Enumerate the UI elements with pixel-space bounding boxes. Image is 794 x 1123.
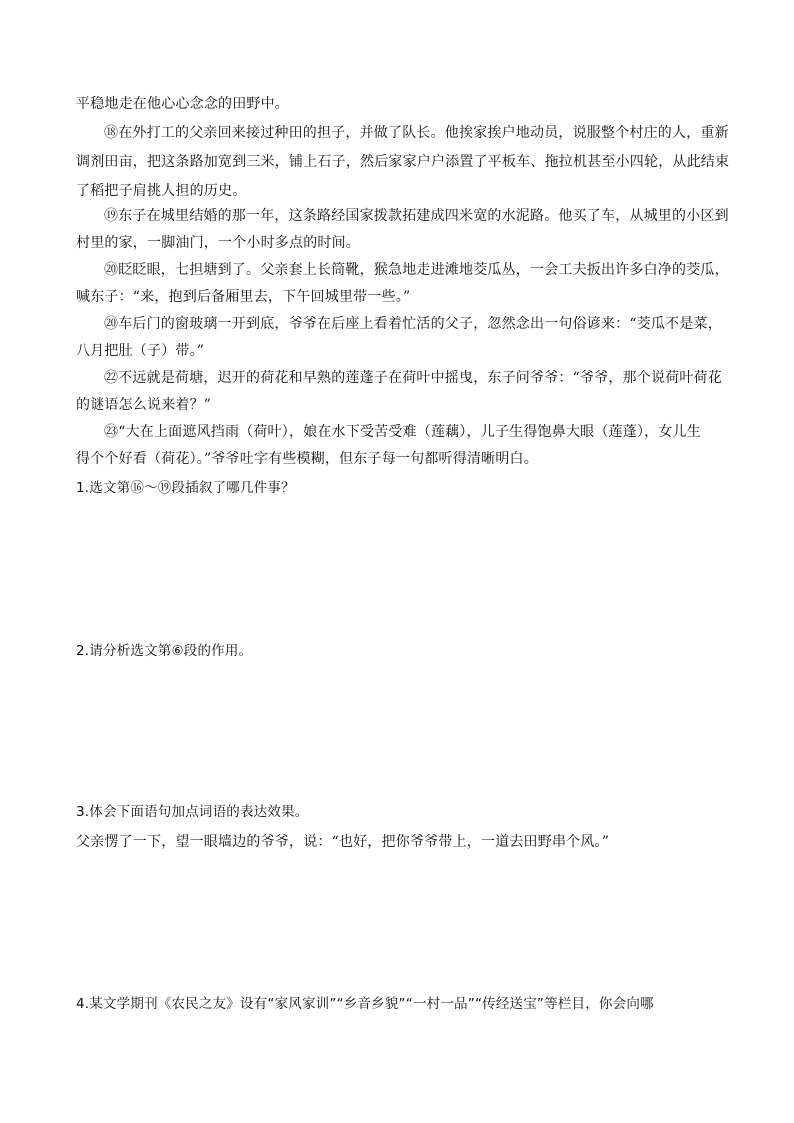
paragraph-18-line: 调剂田亩，把这条路加宽到三米，铺上石子，然后家家户户添置了平板车、拖拉机甚至小四轮，从此结束 [76, 154, 730, 170]
question-4: 4.某文学期刊《农民之友》设有“家风家训”“乡音乡貌”“一村一品”“传经送宝”等栏目，你会向哪 [76, 996, 654, 1012]
answer-space-1 [76, 500, 722, 638]
paragraph-21-line: ⑳车后门的窗玻璃一开到底，爷爷在后座上看着忙活的父子，忽然念出一句俗谚来：“茭瓜不是菜， [104, 316, 722, 332]
paragraph-18-line: 了稻把子肩挑人担的历史。 [76, 183, 247, 199]
document-page [76, 0, 730, 1123]
paragraph-19-line: ⑲东子在城里结婚的那一年，这条路经国家拨款拓建成四米宽的水泥路。他买了车，从城里的小区到 [104, 208, 729, 224]
question-2: 2.请分析选文第⑥段的作用。 [76, 643, 253, 659]
answer-space-2 [76, 663, 722, 799]
paragraph-23-line: 得个个好看（荷花）。”爷爷吐字有些模糊，但东子每一句都听得清晰明白。 [76, 451, 538, 467]
paragraph-20-line: 喊东子：“来，抱到后备厢里去，下午回城里带一些。” [76, 289, 411, 305]
question-3-sentence: 父亲愣了一下，望一眼墙边的爷爷，说：“也好，把你爷爷带上，一道去田野串个风。” [76, 834, 610, 850]
passage-line: 平稳地走在他心心念念的田野中。 [76, 96, 289, 112]
question-3: 3.体会下面语句加点词语的表达效果。 [76, 804, 309, 820]
paragraph-23-line: ㉓“大在上面遮风挡雨（荷叶），娘在水下受苦受难（莲藕），儿子生得饱鼻大眼（莲蓬），女儿生 [104, 424, 701, 440]
paragraph-22-line: 的谜语怎么说来着？” [76, 397, 212, 413]
paragraph-22-line: ㉒不远就是荷塘，迟开的荷花和早熟的莲蓬子在荷叶中摇曳，东子问爷爷：“爷爷，那个说荷叶荷花 [104, 370, 722, 386]
answer-space-3 [76, 856, 722, 964]
paragraph-19-line: 村里的家，一脚油门，一个小时多点的时间。 [76, 235, 360, 251]
paragraph-21-line: 八月把肚（子）带。” [76, 343, 205, 359]
paragraph-18-line: ⑱在外打工的父亲回来接过种田的担子，并做了队长。他挨家挨户地动员，说服整个村庄的人，重新 [104, 125, 729, 141]
question-1: 1.选文第⑯～⑲段插叙了哪几件事？ [76, 480, 295, 496]
paragraph-20-line: ⑳眨眨眼，七担塘到了。父亲套上长筒靴，猴急地走进滩地茭瓜丛，一会工夫扳出许多白净的茭瓜， [104, 262, 729, 278]
